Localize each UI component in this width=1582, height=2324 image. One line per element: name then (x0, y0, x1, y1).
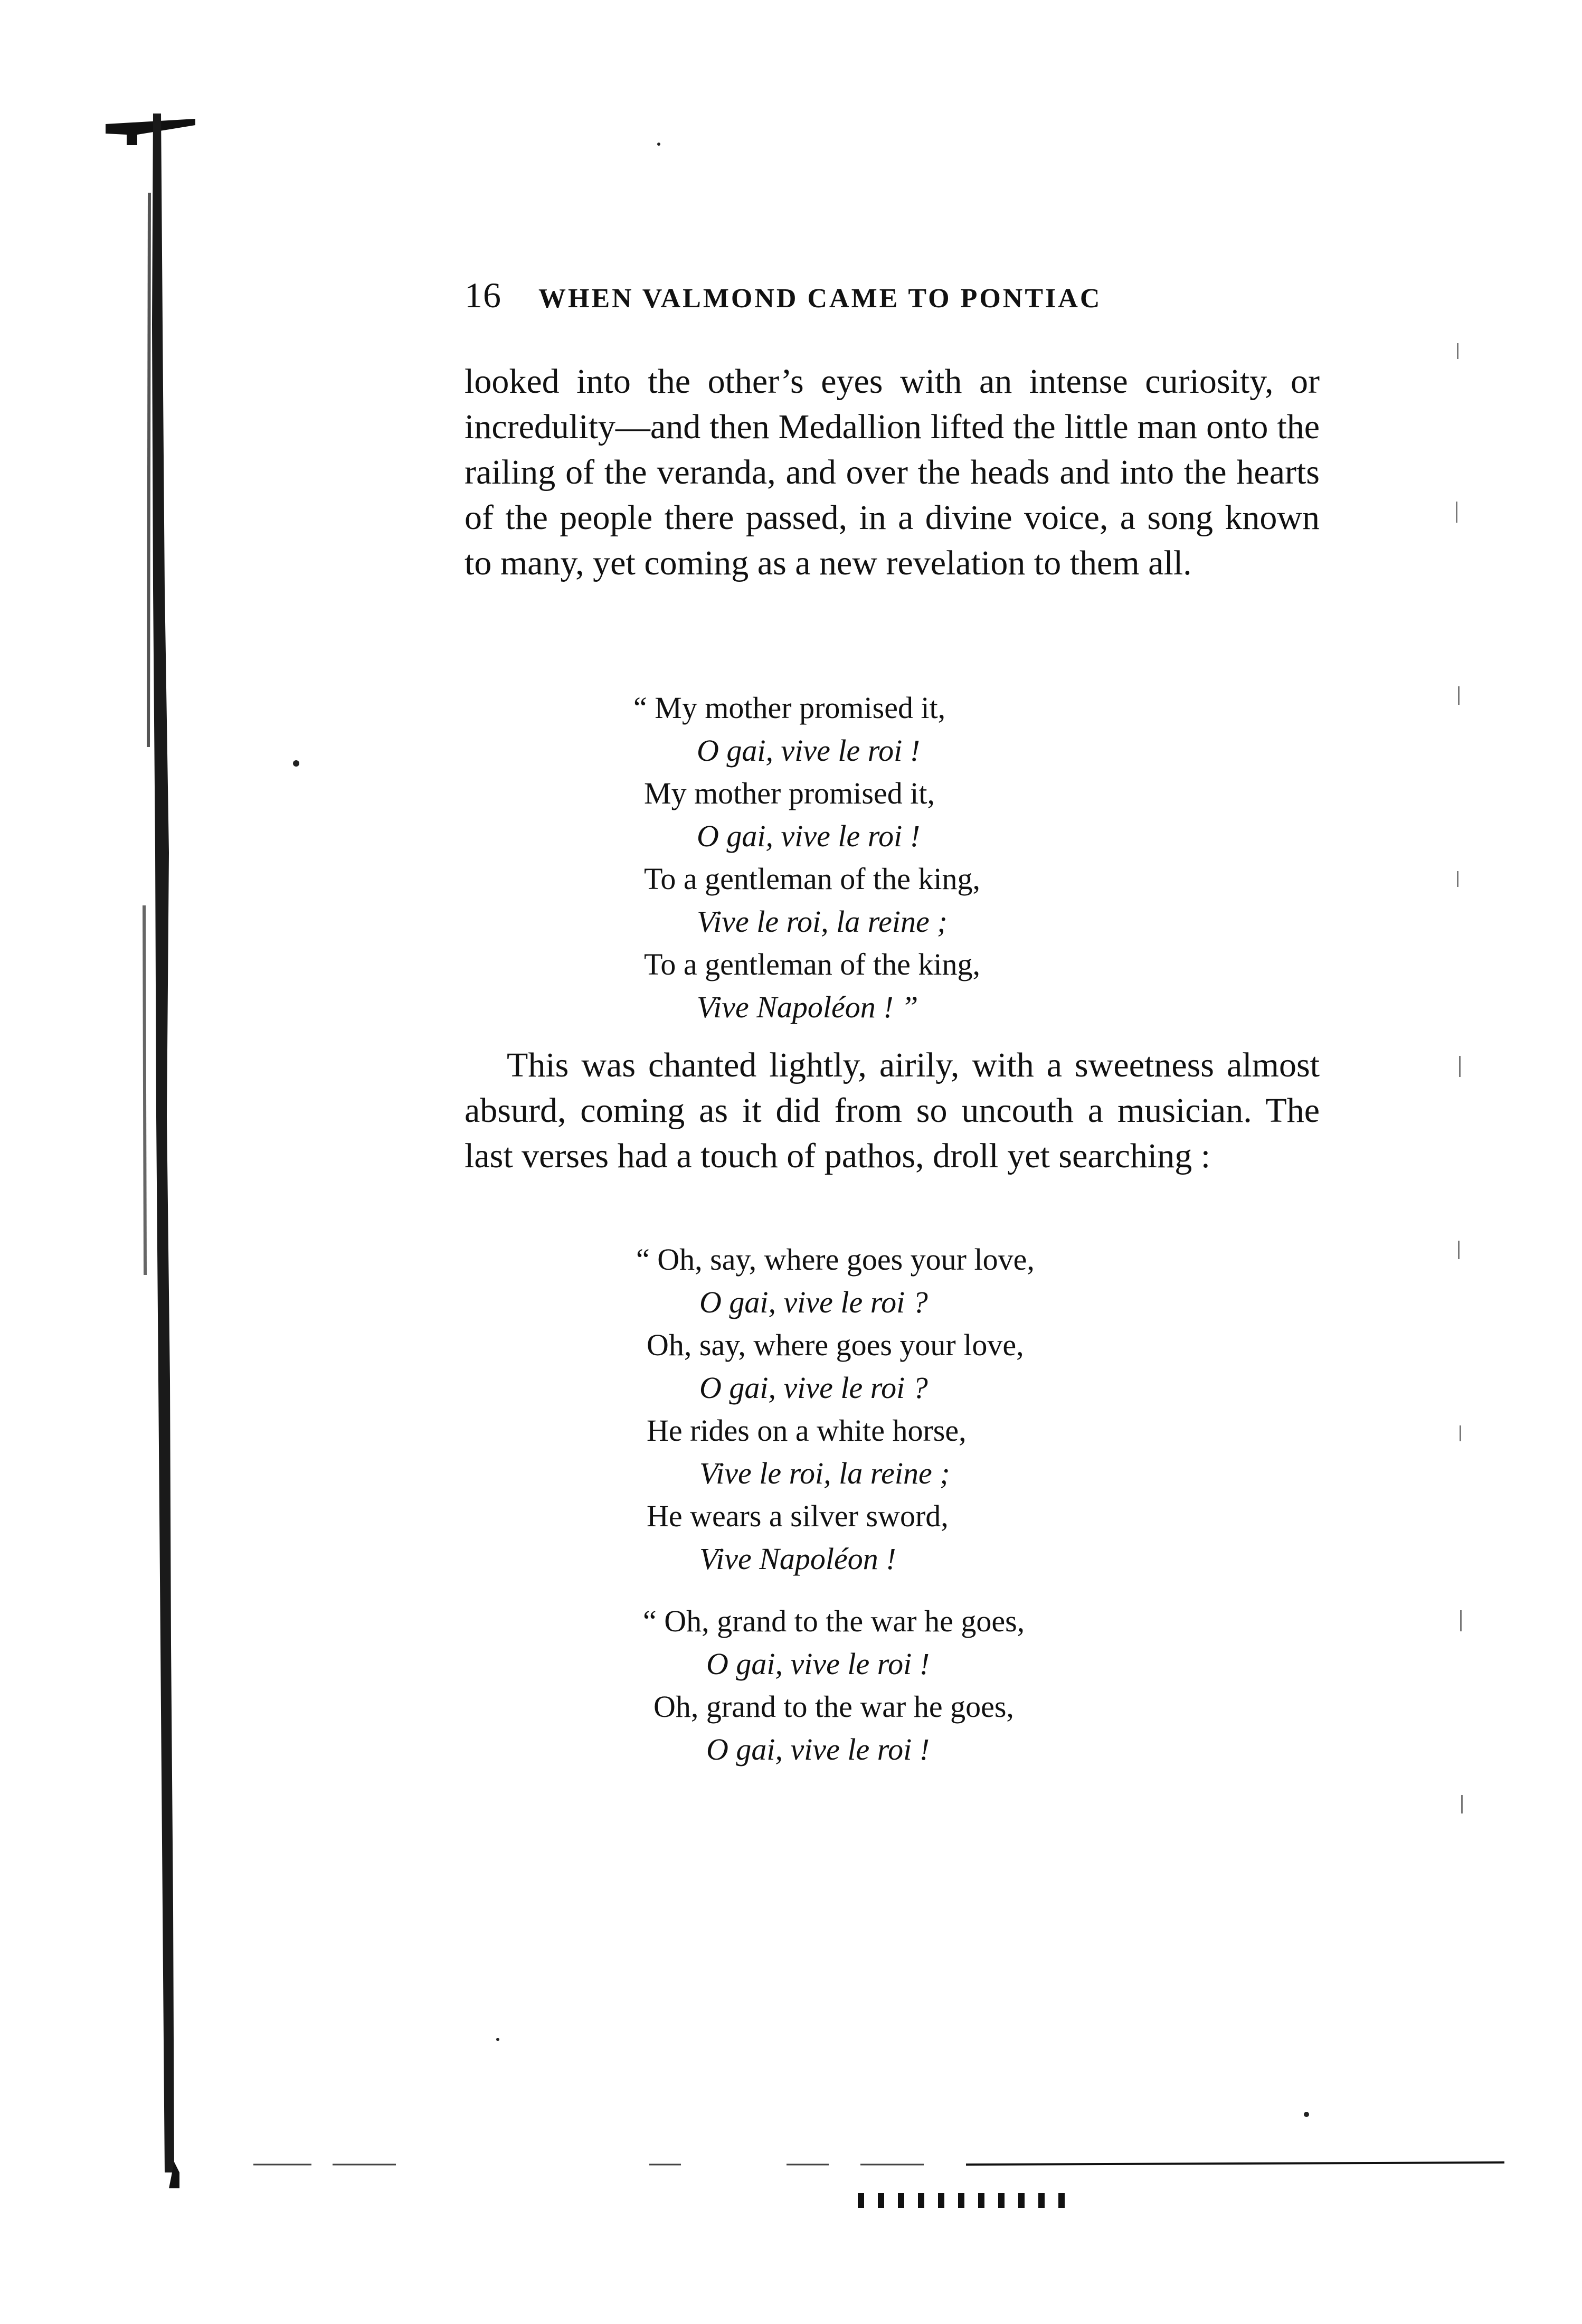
verse-line: “ Oh, say, where goes your love, (636, 1242, 1035, 1277)
verse-line: He wears a silver sword, (647, 1499, 949, 1533)
binding-edge-mark (132, 114, 179, 2188)
bottom-rule (174, 2159, 1504, 2170)
signature-marks (858, 2191, 1079, 2210)
scan-speck (657, 143, 660, 146)
scan-speck (293, 760, 299, 767)
song-verse (633, 686, 980, 1028)
verse-refrain: Vive le roi, la reine ; (697, 904, 948, 939)
song-verse (643, 1600, 1025, 1771)
page-header (465, 275, 1341, 317)
prose-block (465, 1043, 1320, 1179)
verse-line: To a gentleman of the king, (644, 862, 980, 896)
prose-block (465, 359, 1320, 586)
verse-refrain: Vive le roi, la reine ; (699, 1456, 950, 1490)
page-number: 16 (465, 275, 501, 315)
scan-speck (1304, 2112, 1309, 2117)
verse-refrain: O gai, vive le roi ! (706, 1647, 930, 1681)
verse-refrain: O gai, vive le roi ? (699, 1285, 928, 1319)
scan-speckles (1446, 343, 1510, 1874)
verse-refrain: O gai, vive le roi ? (699, 1371, 928, 1405)
running-head: WHEN VALMOND CAME TO PONTIAC (538, 284, 1102, 314)
verse-line: My mother promised it, (644, 776, 935, 810)
paragraph: looked into the other’s eyes with an intense curiosity, or incredulity—and then Medallion lifted the little man onto the railing of the veranda, and over the heads and into the hearts of the people there passed, in a divine voice, a song known to many, yet coming as a new revelation to them all. (465, 362, 1320, 582)
verse-line: “ My mother promised it, (633, 691, 946, 725)
song-verse (636, 1238, 1035, 1580)
verse-line: Oh, say, where goes your love, (647, 1328, 1024, 1362)
verse-line: To a gentleman of the king, (644, 947, 980, 981)
verse-refrain: Vive Napoléon ! (699, 1542, 896, 1576)
verse-refrain: Vive Napoléon ! ” (697, 990, 918, 1024)
verse-line: Oh, grand to the war he goes, (653, 1689, 1014, 1724)
verse-refrain: O gai, vive le roi ! (706, 1732, 930, 1766)
paragraph: This was chanted lightly, airily, with a sweetness almost absurd, coming as it did from so uncouth a musician. The last verses had a touch of pathos, droll yet searching : (465, 1046, 1320, 1175)
verse-refrain: O gai, vive le roi ! (697, 733, 921, 768)
verse-line: He rides on a white horse, (647, 1413, 967, 1448)
verse-refrain: O gai, vive le roi ! (697, 819, 921, 853)
verse-line: “ Oh, grand to the war he goes, (643, 1604, 1025, 1638)
scan-speck (496, 2038, 499, 2041)
